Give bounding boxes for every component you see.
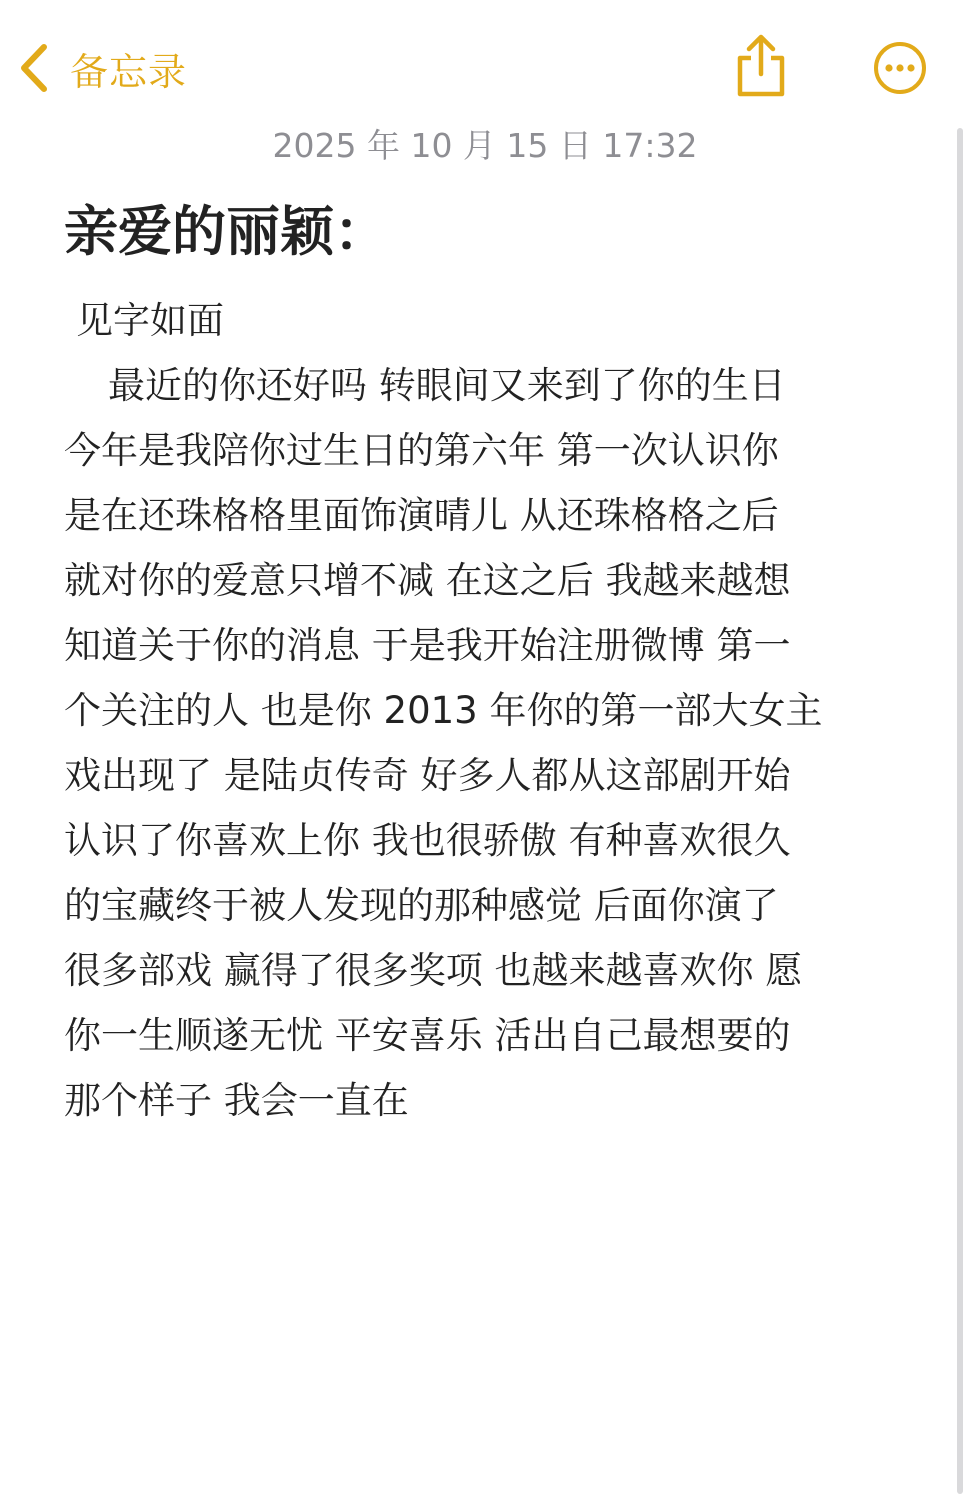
note-line: 是在还珠格格里面饰演晴儿 从还珠格格之后 [64, 494, 779, 537]
note-line: 就对你的爱意只增不减 在这之后 我越来越想 [64, 559, 791, 602]
note-title[interactable]: 亲爱的丽颖： [64, 200, 388, 263]
note-line: 的宝藏终于被人发现的那种感觉 后面你演了 [64, 884, 779, 927]
share-icon [732, 34, 790, 98]
note-line: 那个样子 我会一直在 [64, 1079, 409, 1122]
note-line: 见字如面 [76, 299, 224, 342]
back-button[interactable] [18, 38, 187, 98]
note-line: 今年是我陪你过生日的第六年 第一次认识你 [64, 429, 779, 472]
note-line: 你一生顺遂无忧 平安喜乐 活出自己最想要的 [64, 1014, 791, 1057]
more-ellipsis-icon [872, 40, 928, 96]
note-line: 认识了你喜欢上你 我也很骄傲 有种喜欢很久 [64, 819, 791, 862]
note-body[interactable] [64, 288, 934, 1133]
more-button[interactable] [872, 40, 928, 96]
share-button[interactable] [732, 34, 790, 98]
navigation-bar [0, 0, 970, 120]
chevron-left-icon [18, 43, 50, 93]
note-line: 戏出现了 是陆贞传奇 好多人都从这部剧开始 [64, 754, 791, 797]
back-button-label: 备忘录 [70, 49, 188, 94]
note-line: 很多部戏 赢得了很多奖项 也越来越喜欢你 愿 [64, 949, 803, 992]
note-line: 最近的你还好吗 转眼间又来到了你的生日 [108, 364, 786, 407]
note-line: 个关注的人 也是你 2013 年你的第一部大女主 [64, 689, 823, 732]
note-date: 2025 年 10 月 15 日 17:32 [272, 126, 698, 165]
note-line: 知道关于你的消息 于是我开始注册微博 第一 [64, 624, 791, 667]
scrollbar[interactable] [957, 128, 963, 1494]
